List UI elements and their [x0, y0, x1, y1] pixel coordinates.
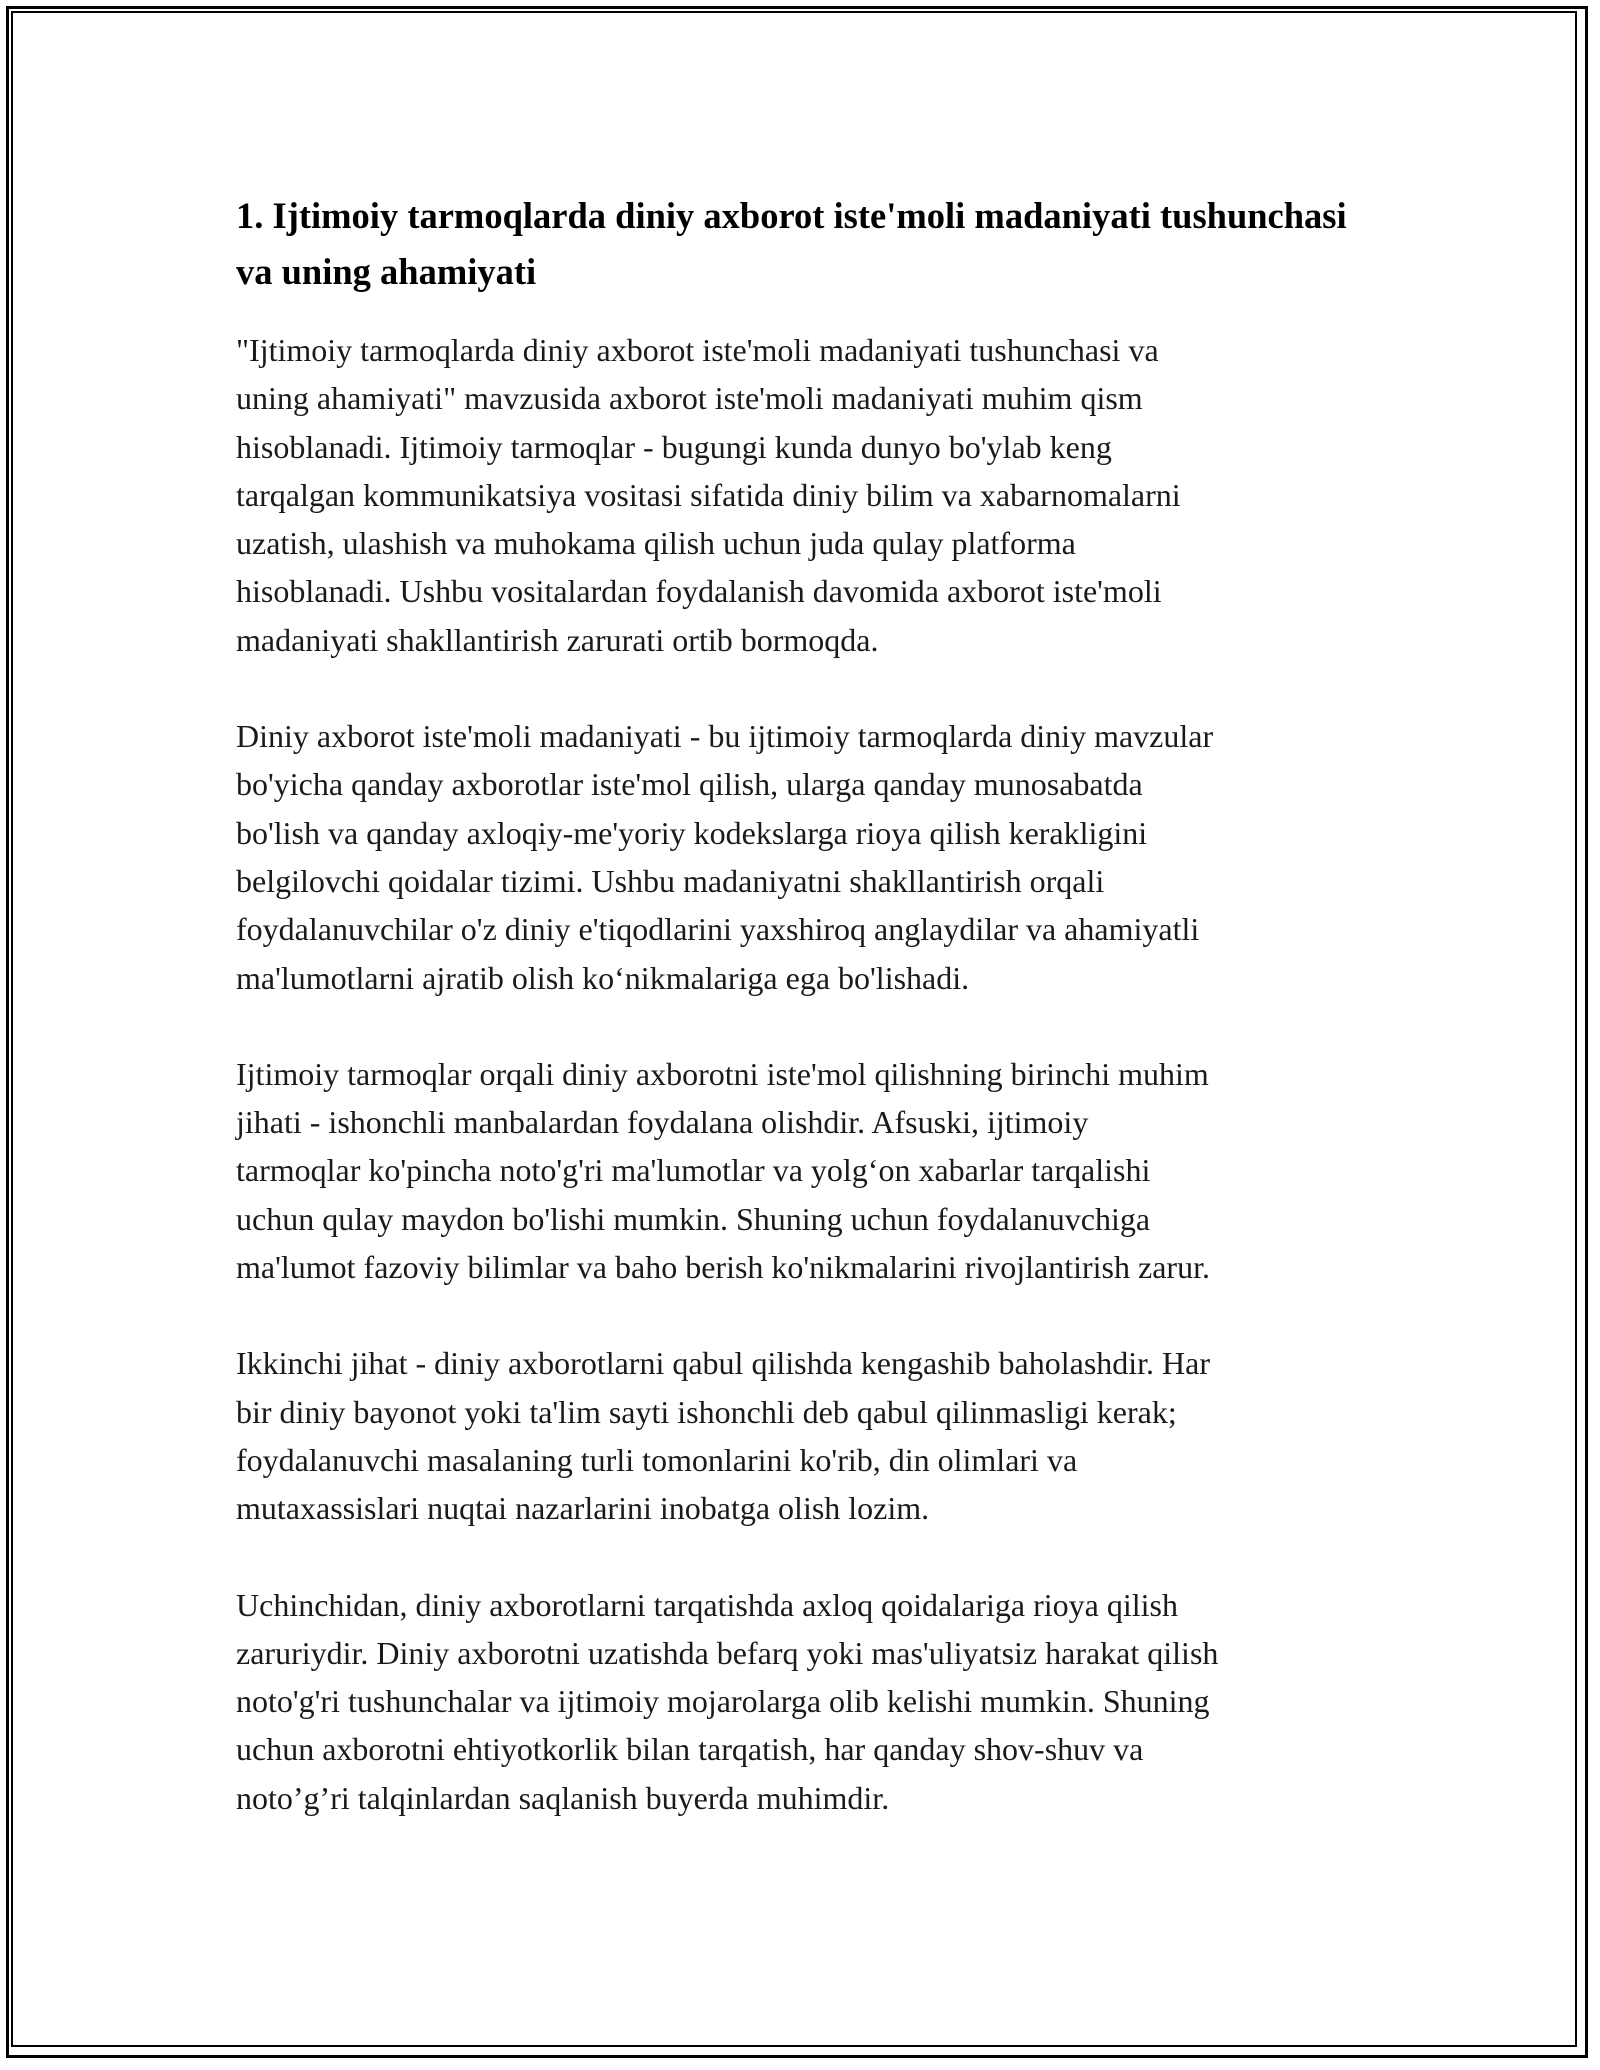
paragraph-5: Uchinchidan, diniy axborotlarni tarqatishda axloq qoidalariga rioya qilish zaruriydir. Diniy axborotni uzatishda befarq yoki mas'uliyatsiz harakat qilish noto'g'ri tushunchalar va ijtimoiy mojarolarga olib kelishi mumkin. Shuning uchun axborotni ehtiyotkorlik bilan tarqatish, har qanday shov-shuv va noto’g’ri talqinlardan saqlanish buyerda muhimdir. — [236, 1586, 1219, 1816]
paragraph-4: Ikkinchi jihat - diniy axborotlarni qabul qilishda kengashib baholashdir. Har bir diniy bayonot yoki ta'lim sayti ishonchli deb qabul qilinmasligi kerak; foydalanuvchi masalaning turli tomonlarini ko'rib, din olimlari va mutaxassislari nuqtai nazarlarini inobatga olish lozim. — [236, 1345, 1211, 1527]
document-body — [236, 188, 1366, 1870]
paragraph-1: "Ijtimoiy tarmoqlarda diniy axborot iste'moli madaniyati tushunchasi va uning ahamiyati" mavzusida axborot iste'moli madaniyati muhim qism hisoblanadi. Ijtimoiy tarmoqlar - bugungi kunda dunyo bo'ylab keng tarqalgan kommunikatsiya vositasi sifatida diniy bilim va xabarnomalarni uzatish, ulashish va muhokama qilish uchun juda qulay platforma hisoblanadi. Ushbu vositalardan foydalanish davomida axborot iste'moli madaniyati shakllantirish zarurati ortib bormoqda. — [236, 332, 1181, 658]
section-heading: 1. Ijtimoiy tarmoqlarda diniy axborot iste'moli madaniyati tushunchasi va uning ahamiyati — [236, 195, 1347, 292]
paragraph-2: Diniy axborot iste'moli madaniyati - bu ijtimoiy tarmoqlarda diniy mavzular bo'yicha qanday axborotlar iste'mol qilish, ularga qanday munosabatda bo'lish va qanday axloqiy-me'yoriy kodekslarga rioya qilish kerakligini belgilovchi qoidalar tizimi. Ushbu madaniyatni shakllantirish orqali foydalanuvchilar o'z diniy e'tiqodlarini yaxshiroq anglaydilar va ahamiyatli ma'lumotlarni ajratib olish ko‘nikmalariga ega bo'lishadi. — [236, 718, 1214, 996]
paragraph-3: Ijtimoiy tarmoqlar orqali diniy axborotni iste'mol qilishning birinchi muhim jihati - ishonchli manbalardan foydalana olishdir. Afsuski, ijtimoiy tarmoqlar ko'pincha noto'g'ri ma'lumotlar va yolg‘on xabarlar tarqalishi uchun qulay maydon bo'lishi mumkin. Shuning uchun foydalanuvchiga ma'lumot fazoviy bilimlar va baho berish ko'nikmalarini rivojlantirish zarur. — [236, 1055, 1210, 1286]
